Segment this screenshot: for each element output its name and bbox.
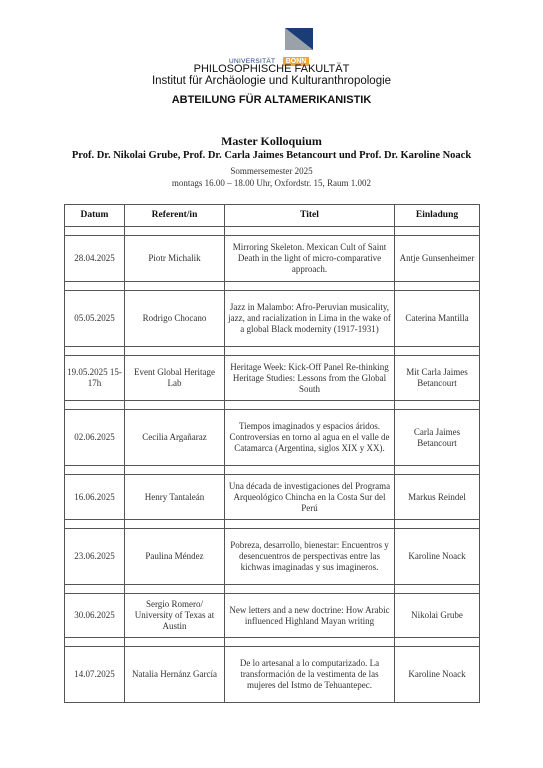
cell-invite: Karoline Noack [395,647,480,703]
spacer-row [65,466,480,475]
cell-title: Jazz in Malambo: Afro-Peruvian musicality, jazz, and racialization in Lima in the wake of a global Black modernity (1917-1931) [225,291,395,347]
course-professors: Prof. Dr. Nikolai Grube, Prof. Dr. Carla Jaimes Betancourt und Prof. Dr. Karoline Noack [71,150,472,161]
cell-date: 14.07.2025 [65,647,125,703]
cell-invite: Nikolai Grube [395,594,480,638]
table-row [65,410,480,466]
column-header-title: Titel [225,205,395,227]
cell-invite: Markus Reindel [395,475,480,520]
course-schedule: montags 16.00 – 18.00 Uhr, Oxfordstr. 15, Raum 1.002 [171,178,372,188]
course-title: Master Kolloquium [221,134,322,148]
cell-title: Mirroring Skeleton. Mexican Cult of Saint Death in the light of micro-comparative approach. [225,236,395,282]
faculty-name: PHILOSOPHISCHE FAKULTÄT [193,63,350,75]
cell-invite: Carla Jaimes Betancourt [395,410,480,466]
university-name: UNIVERSITÄT [229,58,276,65]
cell-date: 05.05.2025 [65,291,125,347]
cell-speaker: Piotr Michalik [125,236,225,282]
table-row [65,475,480,520]
cell-title: De lo artesanal a lo computarizado. La transformación de la vestimenta de las mujeres del Istmo de Tehuantepec. [225,647,395,703]
cell-date: 23.06.2025 [65,529,125,585]
column-header-speaker: Referent/in [125,205,225,227]
cell-date: 02.06.2025 [65,410,125,466]
cell-date: 30.06.2025 [65,594,125,638]
table-row [65,529,480,585]
cell-date: 28.04.2025 [65,236,125,282]
cell-speaker: Henry Tantaleán [125,475,225,520]
table-row [65,647,480,703]
cell-title: Pobreza, desarrollo, bienestar: Encuentros y desencuentros de perspectivas entre las kichwas imaginadas y sus imagineros. [225,529,395,585]
spacer-row [65,520,480,529]
cell-speaker: Rodrigo Chocano [125,291,225,347]
spacer-row [65,585,480,594]
table-row [65,291,480,347]
column-header-invite: Einladung [395,205,480,227]
column-header-date: Datum [65,205,125,227]
cell-title: Tiempos imaginados y espacios áridos. Controversias en torno al agua en el valle de Catamarca (Argentina, siglos XIX y XX). [225,410,395,466]
cell-title: Una década de investigaciones del Programa Arqueológico Chincha en la Costa Sur del Perú [225,475,395,520]
cell-invite: Antje Gunsenheimer [395,236,480,282]
institute-name: Institut für Archäologie und Kulturanthropologie [151,75,392,87]
spacer-row [65,638,480,647]
spacer-row [65,227,480,236]
cell-speaker: Natalia Hernánz García [125,647,225,703]
colloquium-schedule-table [64,204,480,703]
department-name: ABTEILUNG FÜR ALTAMERIKANISTIK [171,94,372,106]
cell-date: 19.05.2025 15-17h [65,356,125,401]
cell-title: Heritage Week: Kick-Off Panel Re-thinking Heritage Studies: Lessons from the Global South [225,356,395,401]
table-header-row [65,205,480,227]
spacer-row [65,401,480,410]
table-row [65,236,480,282]
cell-invite: Mit Carla Jaimes Betancourt [395,356,480,401]
cell-speaker: Paulina Méndez [125,529,225,585]
cell-date: 16.06.2025 [65,475,125,520]
university-city: BONN [283,57,309,66]
table-row [65,594,480,638]
cell-speaker: Event Global Heritage Lab [125,356,225,401]
course-semester: Sommersemester 2025 [230,166,313,176]
spacer-row [65,282,480,291]
spacer-row [65,347,480,356]
cell-speaker: Sergio Romero/ University of Texas at Austin [125,594,225,638]
table-row [65,356,480,401]
cell-speaker: Cecilia Argañaraz [125,410,225,466]
cell-title: New letters and a new doctrine: How Arabic influenced Highland Mayan writing [225,594,395,638]
cell-invite: Caterina Mantilla [395,291,480,347]
cell-invite: Karoline Noack [395,529,480,585]
